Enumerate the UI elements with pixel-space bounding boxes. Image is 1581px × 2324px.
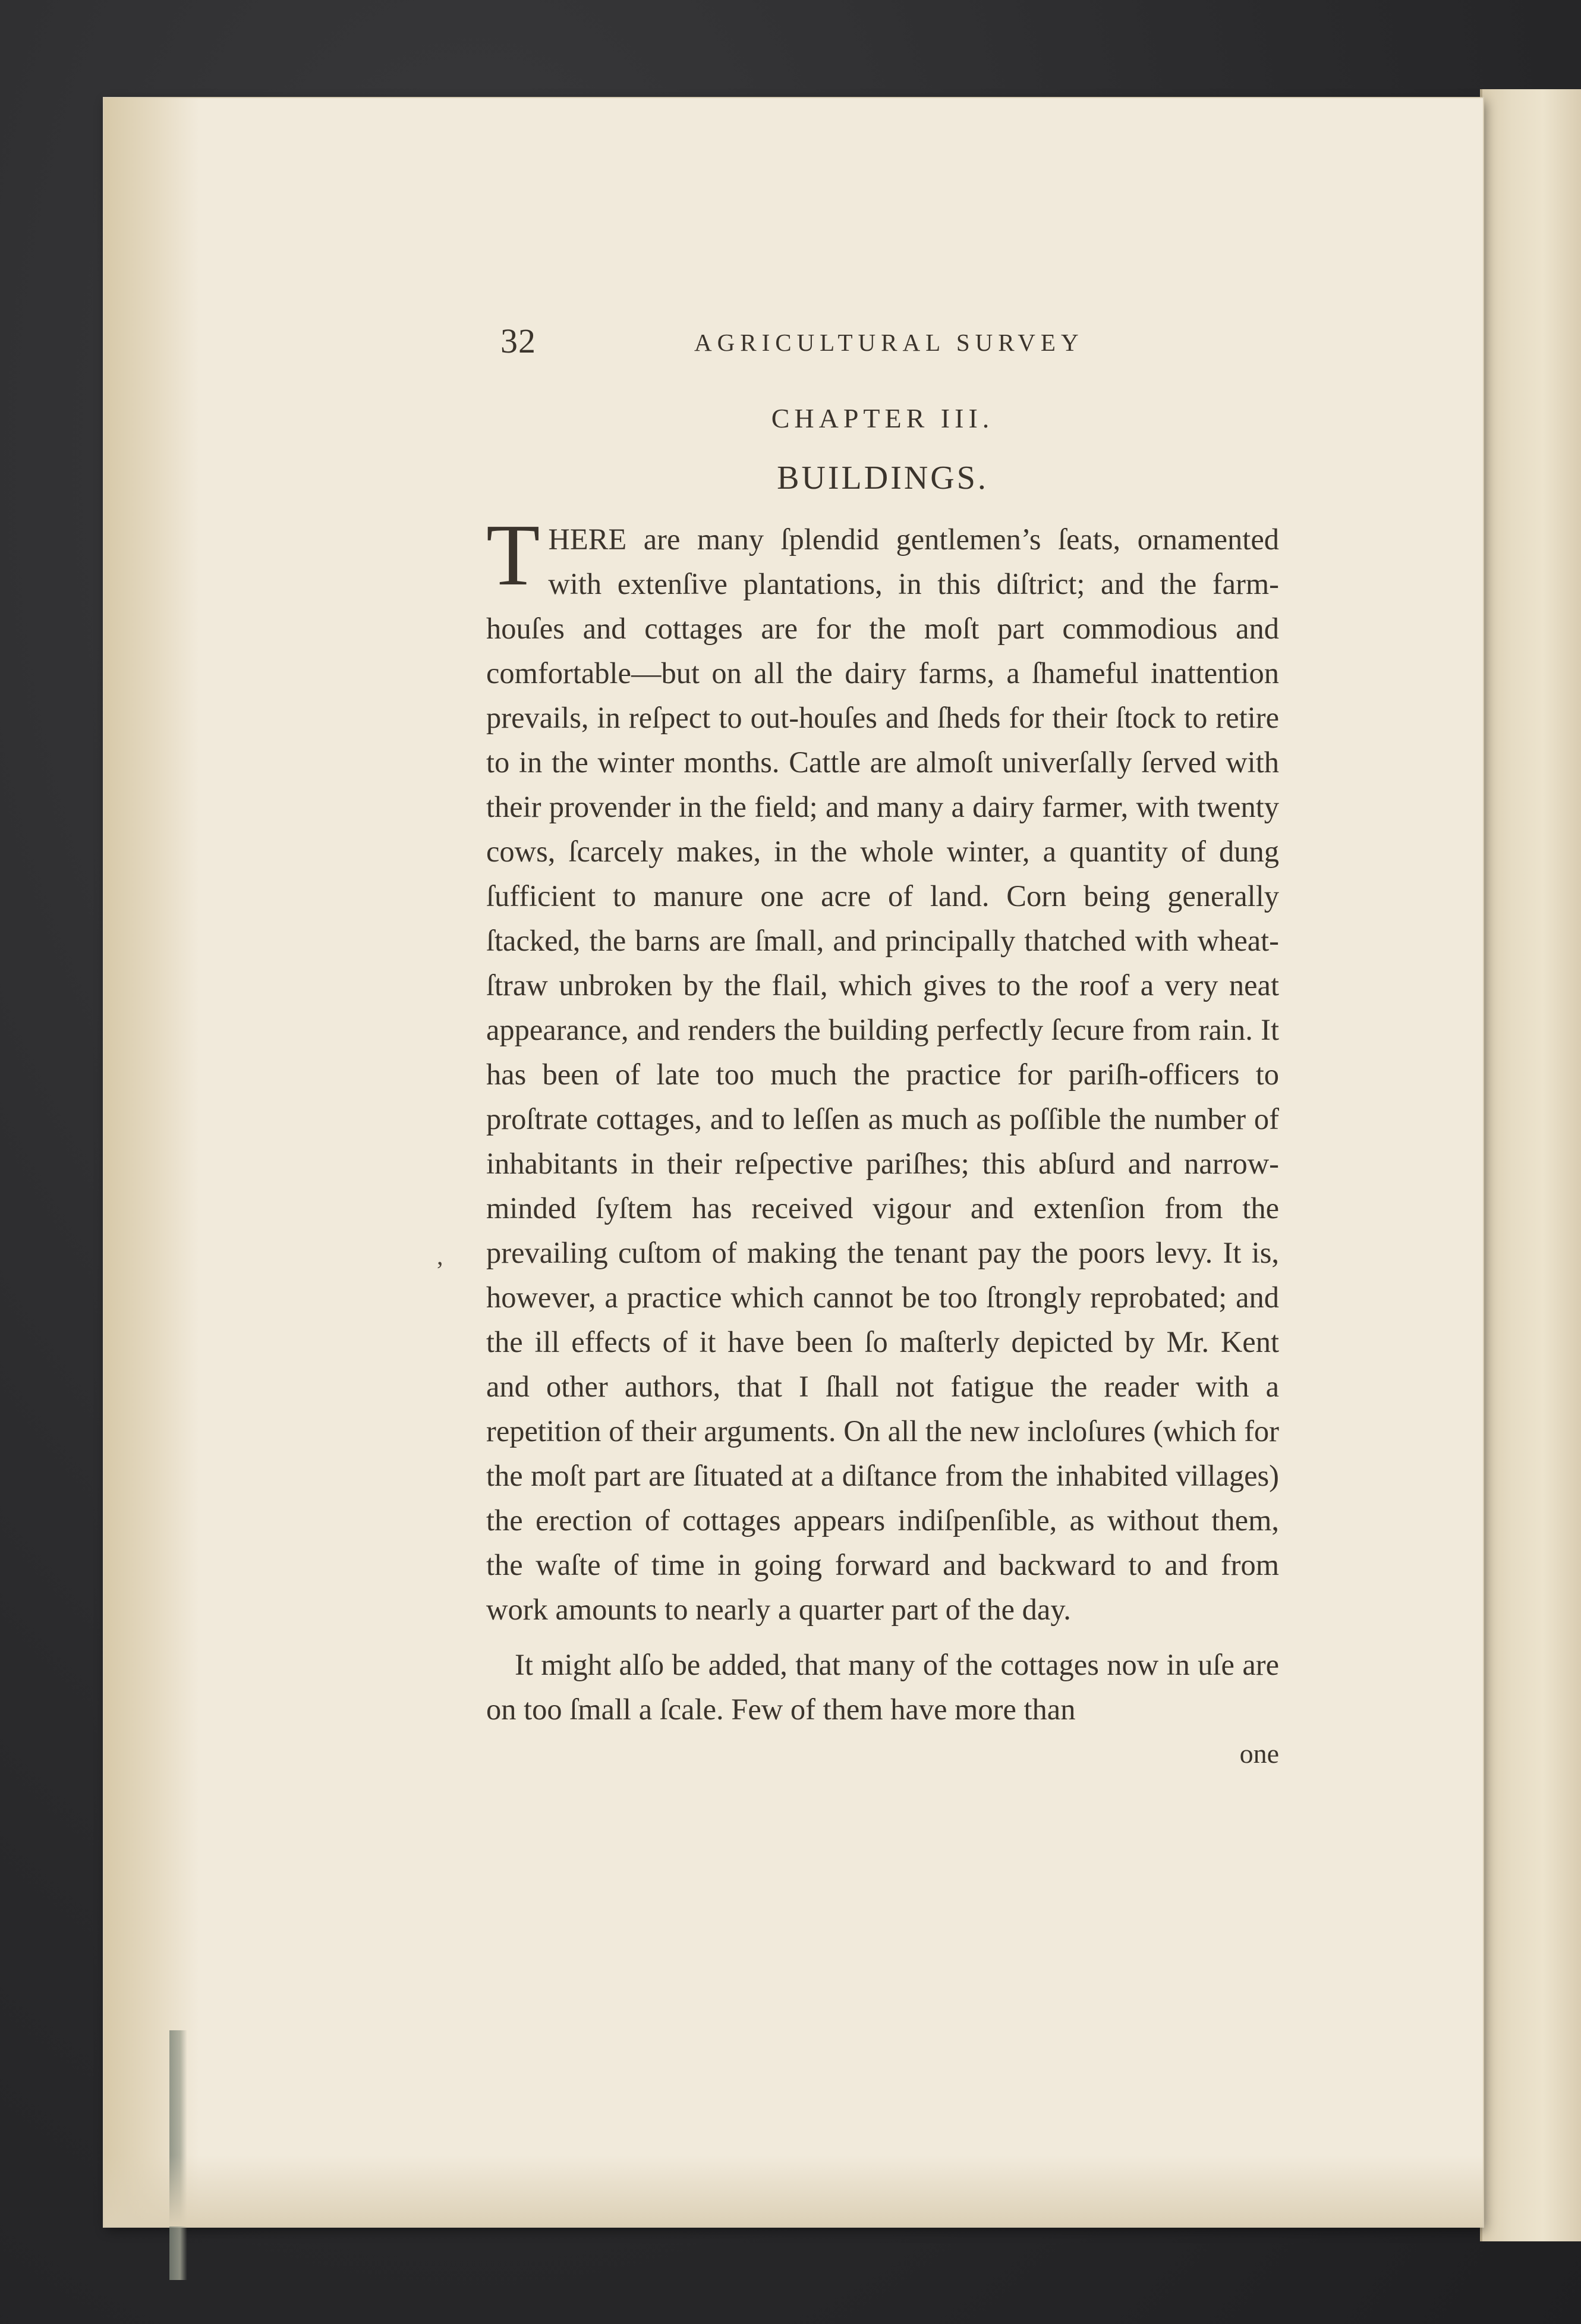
facing-page	[1480, 89, 1581, 2241]
chapter-label: CHAPTER III.	[771, 403, 994, 433]
margin-mark: ,	[437, 1243, 443, 1271]
page-number: 32	[500, 322, 536, 360]
paragraph-2: It might alſo be added, that many of the cottages now in uſe are on too ſmall a ſcale. Few of them have more than	[486, 1648, 1279, 1726]
paragraph-1: THERE are many ſplendid gentlemen’s ſeats, ornamented with extenſive plantations, in this diſtrict; and the farm-houſes and cottages are for the moſt part commodious and comfortable—but on all the dairy farms, a ſhameful inattention prevails, in reſpect to out-houſes and ſheds for their ſtock to retire to in the winter months. Cattle are almoſt univerſally ſerved with their provender in the field; and many a dairy farmer, with twenty cows, ſcarcely makes, in the whole winter, a quantity of dung ſufficient to manure one acre of land. Corn being generally ſtacked, the barns are ſmall, and principally thatched with wheat-ſtraw unbroken by the flail, which gives to the roof a very neat appearance, and renders the building perfectly ſecure from rain. It has been of late too much the practice for pariſh-officers to proſtrate cottages, and to leſſen as much as poſſible the number of inhabitants in their reſpective pariſhes; this abſurd and narrow-minded ſyſtem has received vigour and extenſion from the prevailing cuſtom of making the tenant pay the poors levy. It is, however, a practice which cannot be too ſtrongly reprobated; and the ill effects of it have been ſo maſterly depicted by Mr. Kent and other authors, that I ſhall not fatigue the reader with a repetition of their arguments. On all the new incloſures (which for the moſt part are ſituated at a diſtance from the inhabited villages) the erection of cottages appears indiſpenſible, as without them, the waſte of time in going forward and backward to and from work amounts to nearly a quarter part of the day.	[486, 507, 1279, 1626]
text-block	[486, 321, 1279, 1769]
running-title: AGRICULTURAL SURVEY	[694, 329, 1084, 356]
running-head	[486, 321, 1279, 364]
section-title: BUILDINGS.	[777, 460, 988, 496]
page-stain	[169, 2030, 187, 2280]
catchword: one	[1239, 1738, 1279, 1769]
